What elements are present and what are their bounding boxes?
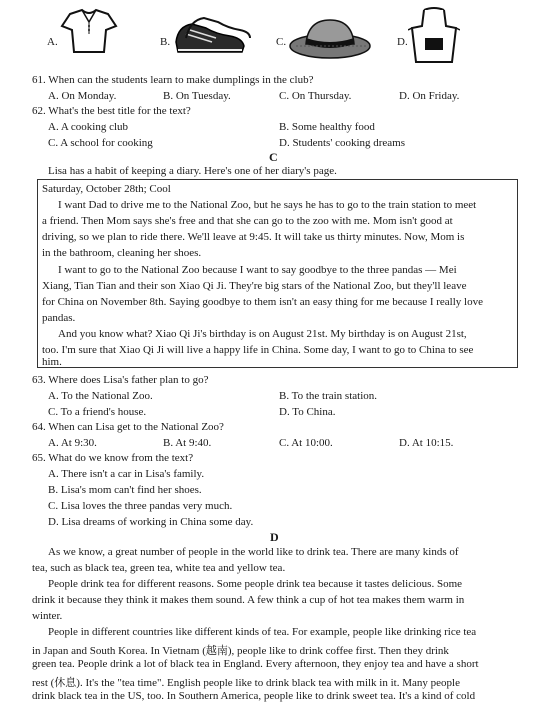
q63-option-c[interactable]: C. To a friend's house. — [48, 406, 147, 418]
q62-option-d[interactable]: D. Students' cooking dreams — [279, 137, 406, 149]
q65-option-b[interactable]: B. Lisa's mom can't find her shoes. — [48, 484, 202, 496]
q64-stem: 64. When can Lisa get to the National Zoo? — [32, 421, 224, 433]
paragraph-line: People in different countries like different kinds of tea. For example, people like drinking rice tea — [48, 626, 477, 638]
diary-line: him. — [42, 356, 62, 368]
diary-line: driving, so we plan to ride there. We'll leave at 9:45. It will take us thirty minutes. Now, Mom is — [42, 231, 465, 243]
q63-stem: 63. Where does Lisa's father plan to go? — [32, 374, 209, 386]
q64-option-b[interactable]: B. At 9:40. — [163, 437, 212, 449]
section-c-heading: C — [269, 150, 278, 164]
diary-line: pandas. — [42, 312, 76, 324]
paragraph-line: drink black tea in the US, too. In Southern America, people like to drink sweet tea. It's a kind of cold — [32, 690, 476, 702]
paragraph-line: winter. — [32, 610, 63, 622]
q62-option-c[interactable]: C. A school for cooking — [48, 137, 153, 149]
q63-option-d[interactable]: D. To China. — [279, 406, 336, 418]
q63-option-b[interactable]: B. To the train station. — [279, 390, 378, 402]
q61-option-c[interactable]: C. On Thursday. — [279, 90, 352, 102]
diary-date: Saturday, October 28th; Cool — [42, 183, 171, 195]
diary-line: I want Dad to drive me to the National Zoo, but he says he has to go to the train station to meet — [58, 199, 477, 211]
sneakers-icon — [172, 12, 252, 60]
paragraph-line: in Japan and South Korea. In Vietnam (越南), people like to drink coffee first. Then they drink — [32, 645, 449, 657]
hat-icon — [288, 14, 372, 62]
paragraph-line: As we know, a great number of people in the world like to drink tea. There are many kinds of — [48, 546, 459, 558]
tshirt-icon — [60, 8, 118, 56]
q61-option-b[interactable]: B. On Tuesday. — [163, 90, 231, 102]
option-d-label: D. — [397, 36, 408, 48]
paragraph-line: green tea. People drink a lot of black tea in England. Every afternoon, they enjoy tea and have a short — [32, 658, 479, 670]
q64-option-c[interactable]: C. At 10:00. — [279, 437, 333, 449]
q64-option-d[interactable]: D. At 10:15. — [399, 437, 454, 449]
q64-option-a[interactable]: A. At 9:30. — [48, 437, 97, 449]
paragraph-line: People drink tea for different reasons. Some people drink tea because it tastes delicious. Some — [48, 578, 463, 590]
q65-option-d[interactable]: D. Lisa dreams of working in China some day. — [48, 516, 254, 528]
section-c-intro: Lisa has a habit of keeping a diary. Here's one of her diary's page. — [48, 165, 337, 177]
q61-option-a[interactable]: A. On Monday. — [48, 90, 117, 102]
q61-stem: 61. When can the students learn to make dumplings in the club? — [32, 74, 314, 86]
diary-line: And you know what? Xiao Qi Ji's birthday is on August 21st. My birthday is on August 21st, — [58, 328, 467, 340]
q63-option-a[interactable]: A. To the National Zoo. — [48, 390, 153, 402]
q62-option-b[interactable]: B. Some healthy food — [279, 121, 375, 133]
diary-box — [37, 179, 518, 368]
diary-line: in the bathroom, cleaning her shoes. — [42, 247, 202, 259]
diary-line: Xiang, Tian Tian and their son Xiao Qi Ji. They're big stars of the National Zoo, but they'll leave — [42, 280, 467, 292]
q62-option-a[interactable]: A. A cooking club — [48, 121, 129, 133]
q61-option-d[interactable]: D. On Friday. — [399, 90, 460, 102]
option-b-label: B. — [160, 36, 171, 48]
apron-icon — [408, 6, 460, 66]
paragraph-line: tea, such as black tea, green tea, white tea and yellow tea. — [32, 562, 286, 574]
diary-line: too. I'm sure that Xiao Qi Ji will live a happy life in China. Some day, I want to go to China to see — [42, 344, 474, 356]
diary-line: I want to go to the National Zoo because I want to say goodbye to the three pandas — Mei — [58, 264, 457, 276]
option-c-label: C. — [276, 36, 287, 48]
q62-stem: 62. What's the best title for the text? — [32, 105, 191, 117]
diary-line: for China on November 8th. Saying goodbye to them isn't an easy thing for me because I really love — [42, 296, 483, 308]
paragraph-line: drink it because they think it makes them sound. A few think a cup of hot tea makes them warm in — [32, 594, 465, 606]
paragraph-line: rest (休息). It's the "tea time". English people like to drink black tea with milk in it. Many people — [32, 677, 460, 689]
q65-stem: 65. What do we know from the text? — [32, 452, 194, 464]
section-d-heading: D — [270, 530, 279, 544]
q65-option-c[interactable]: C. Lisa loves the three pandas very much. — [48, 500, 233, 512]
q65-option-a[interactable]: A. There isn't a car in Lisa's family. — [48, 468, 205, 480]
option-a-label: A. — [47, 36, 58, 48]
diary-line: a friend. Then Mom says she's free and that she can go to the zoo with me. Mom isn't good at — [42, 215, 453, 227]
